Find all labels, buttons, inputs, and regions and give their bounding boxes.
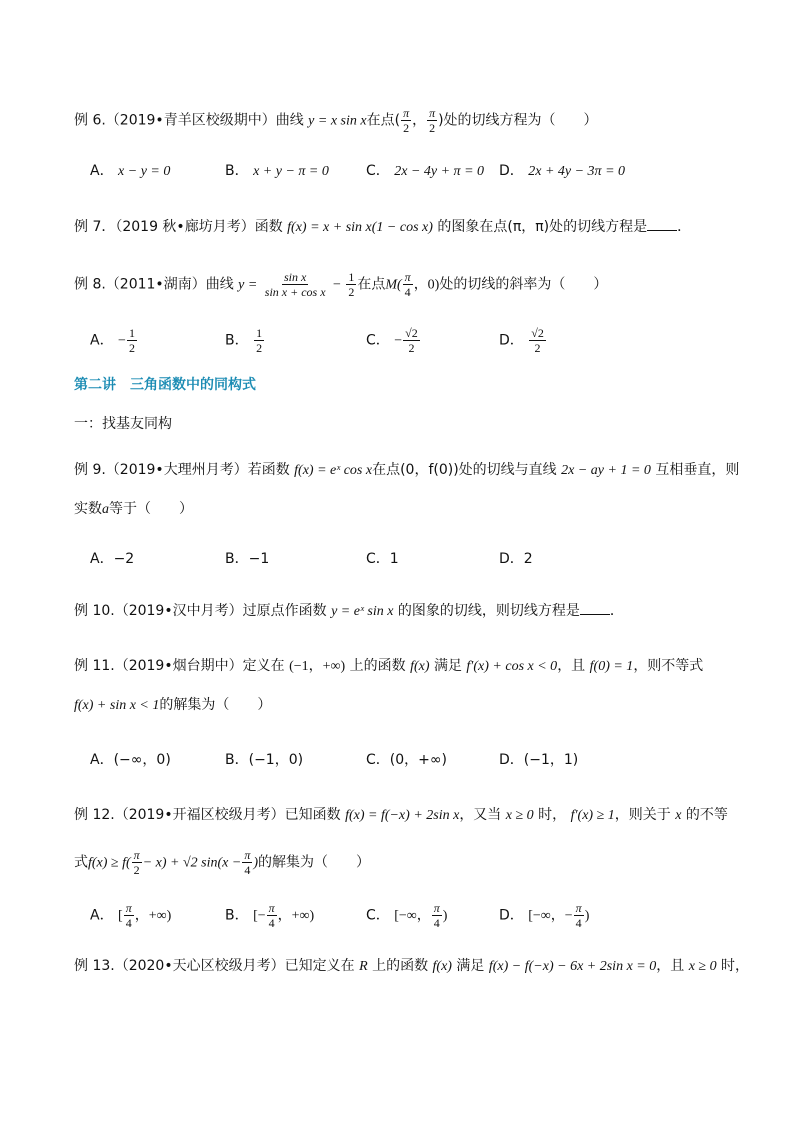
example-12-option-d: D． [−∞，− $\frac{\pi}{4}$ ) xyxy=(499,901,590,930)
example-13-question: 例 13.（2020•天心区校级月考）已知定义在 R 上的函数 f(x) 满足 f(x) − f(−x) − 6x + 2sin x = 0，且 x ≥ 0 时， xyxy=(74,958,750,974)
example-9-option-b: B．−1 xyxy=(225,551,270,567)
example-8-option-c: C． − $\frac{√2}{2}$ xyxy=(366,326,418,355)
example-10-question: 例 10.（2019•汉中月考）过原点作函数 y = eˣ sin x 的图象的切线，则切线方程是 ． xyxy=(74,600,624,622)
example-6-option-d: D． 2x + 4y − 3π = 0 xyxy=(499,163,626,179)
fraction: $\frac{1}{2}$ xyxy=(348,270,355,299)
example-8-question: 例 8.（2011•湖南）曲线 y = $\frac{\text{sin x}}{\text{sin x + cos x}}$ − $\frac{1}{2}$ 在点M( $\frac{\pi}{4}$ ，0)处的切线的斜率为（ ） xyxy=(74,270,608,299)
example-12-option-c: C． [−∞， $\frac{\pi}{4}$ ) xyxy=(366,901,448,930)
example-9-option-d: D．2 xyxy=(499,551,533,567)
fraction: $\frac{\pi}{4}$ xyxy=(404,270,411,299)
example-7-question: 例 7．（2019 秋•廊坊月考）函数 f(x) = x + sin x(1 − cos x) 的图象在点(π，π)处的切线方程是 ． xyxy=(74,216,691,238)
section-heading: 第二讲 三角函数中的同构式 xyxy=(74,377,256,393)
example-9-option-a: A．−2 xyxy=(90,551,135,567)
example-11-question-cont: f(x) + sin x < 1的解集为（ ） xyxy=(74,697,272,713)
example-6-option-c: C． 2x − 4y + π = 0 xyxy=(366,163,485,179)
answer-blank xyxy=(580,600,610,615)
example-6-option-b: B． x + y − π = 0 xyxy=(225,163,329,179)
example-9-question-cont: 实数a等于（ ） xyxy=(74,501,193,517)
subsection-heading: 一：找基友同构 xyxy=(74,416,172,432)
example-12-question: 例 12.（2019•开福区校级月考）已知函数 f(x) = f(−x) + 2sin x，又当 x ≥ 0 时， f′(x) ≥ 1，则关于 x 的不等 xyxy=(74,807,728,823)
example-9-option-c: C．1 xyxy=(366,551,399,567)
example-11-option-b: B．(−1，0) xyxy=(225,752,304,768)
example-8-option-b: B． $\frac{1}{2}$ xyxy=(225,326,263,355)
example-6-option-a: A． x − y = 0 xyxy=(90,163,171,179)
fraction: $\frac{\pi}{2}$ xyxy=(429,106,436,135)
example-9-question: 例 9.（2019•大理州月考）若函数 f(x) = eˣ cos x在点(0，f(0))处的切线与直线 2x − ay + 1 = 0 互相垂直，则 xyxy=(74,462,740,478)
example-12-option-a: A． [ $\frac{\pi}{4}$ ，+∞) xyxy=(90,901,172,930)
example-8-option-a: A． − $\frac{1}{2}$ xyxy=(90,326,135,355)
fraction: $\frac{\pi}{2}$ xyxy=(403,106,410,135)
example-11-option-c: C．(0，+∞) xyxy=(366,752,447,768)
example-11-question: 例 11.（2019•烟台期中）定义在 (−1，+∞) 上的函数 f(x) 满足 f′(x) + cos x < 0，且 f(0) = 1，则不等式 xyxy=(74,658,704,674)
example-6-question: 例 6.（2019•青羊区校级期中）曲线 y = x sin x在点( $\frac{\pi}{2}$ ， $\frac{\pi}{2}$ )处的切线方程为（ ） xyxy=(74,106,598,135)
example-12-question-cont: 式f(x) ≥ f( $\frac{\pi}{2}$ − x) + √2 sin(x − $\frac{\pi}{4}$ )的解集为（ ） xyxy=(74,848,370,877)
example-8-option-d: D． $\frac{√2}{2}$ xyxy=(499,326,544,355)
fraction: $\frac{\text{sin x}}{\text{sin x + cos x}}$ xyxy=(264,270,326,299)
example-11-option-a: A．(−∞，0) xyxy=(90,752,171,768)
answer-blank xyxy=(647,216,677,231)
example-12-option-b: B． [− $\frac{\pi}{4}$ ，+∞) xyxy=(225,901,315,930)
example-11-option-d: D．(−1，1) xyxy=(499,752,579,768)
